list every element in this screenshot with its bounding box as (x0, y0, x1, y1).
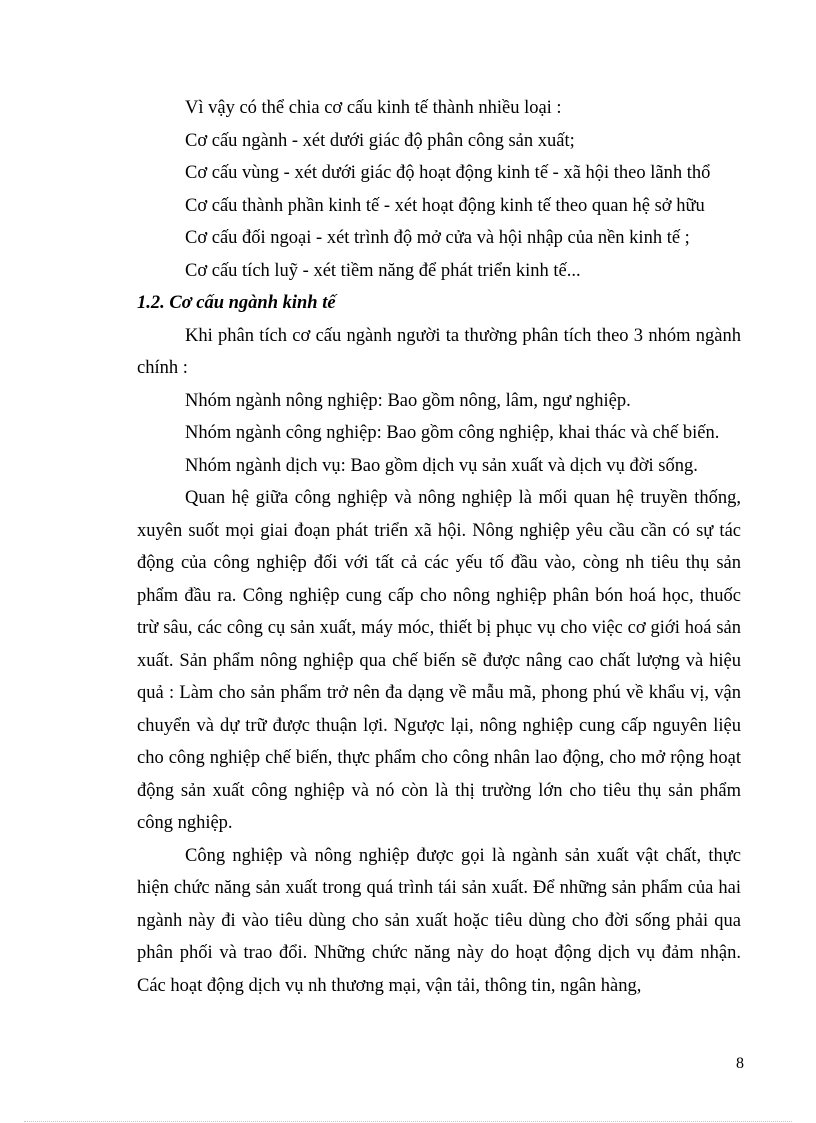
paragraph: Nhóm ngành công nghiệp: Bao gồm công nghiệp, khai thác và chế biến. (185, 423, 720, 443)
paragraph: Công nghiệp và nông nghiệp được gọi là ngành sản xuất vật chất, thực hiện chức năng sản xuất trong quá trình tái sản xuất. Để những sản phẩm của hai ngành này đi vào tiêu dùng cho sản xuất hoặc tiêu dùng cho đời sống phải qua phân phối và trao đổi. Những chức năng này do hoạt động dịch vụ đảm nhận. Các hoạt động dịch vụ nh thương mại, vận tải, thông tin, ngân hàng, (137, 845, 741, 996)
paragraph: Nhóm ngành nông nghiệp: Bao gồm nông, lâm, ngư nghiệp. (185, 390, 631, 411)
paragraph: Quan hệ giữa công nghiệp và nông nghiệp là mối quan hệ truyền thống, xuyên suốt mọi giai đoạn phát triển xã hội. Nông nghiệp yêu cầu cần có sự tác động của công nghiệp đối với tất cả các yếu tố đầu vào, còng nh tiêu thụ sản phẩm đầu ra. Công nghiệp cung cấp cho nông nghiệp phân bón hoá học, thuốc trừ sâu, các công cụ sản xuất, máy móc, thiết bị phục vụ cho việc cơ giới hoá sản xuất. Sản phẩm nông nghiệp qua chế biến sẽ được nâng cao chất lượng và hiệu quả : Làm cho sản phẩm trở nên đa dạng về mẫu mã, phong phú về khẩu vị, vận chuyển và dự trữ được thuận lợi. Ngược lại, nông nghiệp cung cấp nguyên liệu cho công nghiệp chế biến, thực phẩm cho công nhân lao động, cho mở rộng hoạt động sản xuất công nghiệp và nó còn là thị trường lớn cho tiêu thụ sản phẩm công nghiệp. (137, 488, 741, 833)
intro-line: Cơ cấu thành phần kinh tế - xét hoạt động kinh tế theo quan hệ sở hữu (185, 195, 705, 216)
intro-line: Cơ cấu đối ngoại - xét trình độ mở cửa và hội nhập của nền kinh tế ; (185, 228, 690, 248)
paragraph: Khi phân tích cơ cấu ngành người ta thường phân tích theo 3 nhóm ngành chính : (137, 325, 741, 378)
intro-line: Vì vậy có thể chia cơ cấu kinh tế thành nhiều loại : (185, 98, 562, 118)
paragraph: Nhóm ngành dịch vụ: Bao gồm dịch vụ sản xuất và dịch vụ đời sống. (185, 455, 698, 476)
intro-line: Cơ cấu ngành - xét dưới giác độ phân công sản xuất; (185, 130, 575, 151)
page-number: 8 (736, 1055, 744, 1072)
page-bottom-divider (24, 1121, 792, 1122)
section-heading: 1.2. Cơ cấu ngành kinh tế (137, 293, 336, 313)
intro-line: Cơ cấu vùng - xét dưới giác độ hoạt động kinh tế - xã hội theo lãnh thổ (185, 163, 711, 183)
intro-line: Cơ cấu tích luỹ - xét tiềm năng để phát triển kinh tế... (185, 260, 581, 281)
page-body (137, 92, 741, 1002)
